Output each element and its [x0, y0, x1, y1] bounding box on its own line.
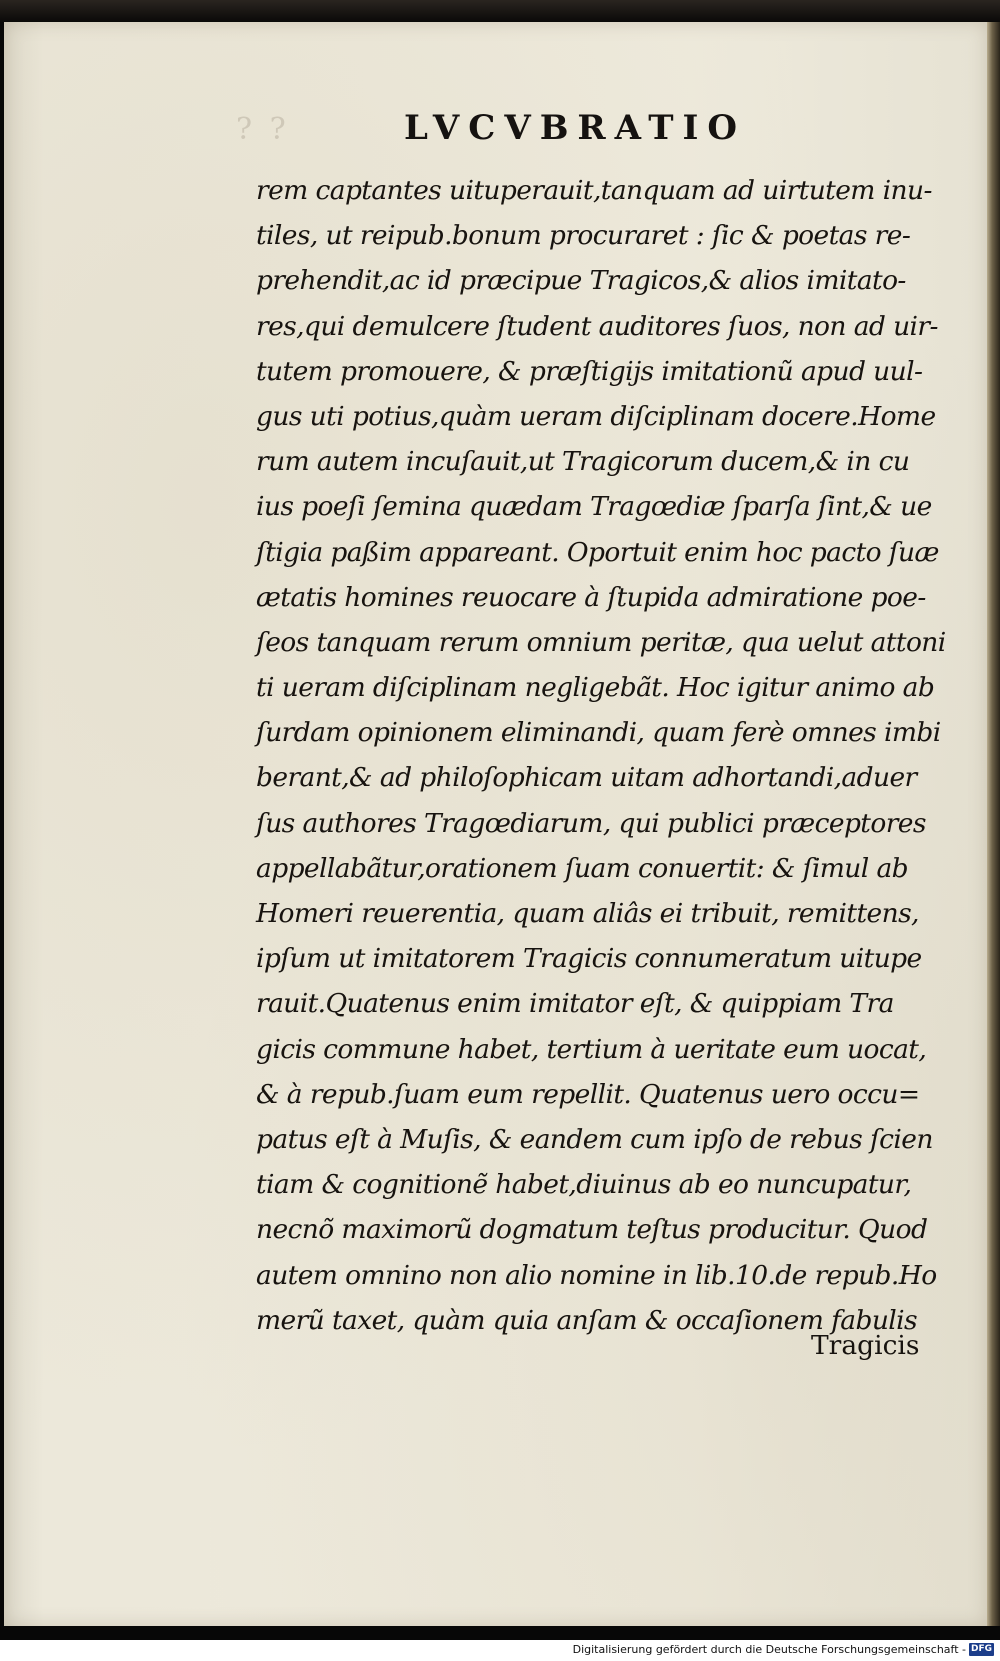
text-line: Homeri reuerentia, quam aliâs ei tribuit, remittens, — [256, 898, 919, 929]
page-edge-shadow — [987, 22, 1000, 1626]
catchword: Tragicis — [811, 1330, 920, 1361]
text-line: tiam & cognitionẽ habet,diuinus ab eo nuncupatur, — [256, 1169, 912, 1201]
text-line: ius poeſi ſemina quædam Tragœdiæ ſparſa ſint,& ue — [256, 491, 932, 523]
text-line: & à repub.ſuam eum repellit. Quatenus uero occu= — [256, 1078, 920, 1110]
text-line: ipſum ut imitatorem Tragicis connumeratum uitupe — [256, 943, 922, 975]
credit-text: Digitalisierung gefördert durch die Deutsche Forschungsgemeinschaft - — [572, 1643, 966, 1656]
text-line: ſurdam opinionem eliminandi, quam ferè omnes imbi — [256, 717, 941, 749]
text-line: ſeos tanquam rerum omnium peritæ, qua uelut attoni — [256, 626, 946, 658]
bleed-through-mark: ? ? — [236, 112, 290, 147]
text-line: gus uti potius,quàm ueram diſciplinam docere.Home — [256, 400, 936, 432]
text-line: patus eſt à Muſis, & eandem cum ipſo de rebus ſcien — [256, 1123, 933, 1155]
text-line: gicis commune habet, tertium à ueritate eum uocat, — [256, 1033, 927, 1065]
text-line: necnõ maximorũ dogmatum teſtus producitur. Quod — [256, 1214, 928, 1246]
text-line: ætatis homines reuocare à ſtupida admiratione poe- — [256, 581, 926, 613]
text-line: rem captantes uituperauit,tanquam ad uirtutem inu- — [256, 175, 932, 206]
digitization-credit — [573, 1643, 994, 1656]
text-line: ſus authores Tragœdiarum, qui publici præceptores — [256, 807, 926, 839]
text-line: tiles, ut reipub.bonum procuraret : ſic & poetas re- — [256, 220, 911, 252]
dfg-logo-icon: DFG — [970, 1644, 992, 1654]
body-text — [256, 168, 946, 1343]
text-line: res,qui demulcere ſtudent auditores ſuos, non ad uir- — [256, 310, 938, 342]
text-line: autem omnino non alio nomine in lib.10.de repub.Ho — [256, 1259, 937, 1291]
text-line: rauit.Quatenus enim imitator eſt, & quippiam Tra — [256, 988, 894, 1020]
top-binding-edge — [0, 0, 1000, 22]
text-line: merũ taxet, quàm quia anſam & occaſionem fabulis — [256, 1304, 918, 1336]
text-line: ſtigia paßim appareant. Oportuit enim hoc pacto ſuæ — [256, 536, 939, 568]
text-line: appellabãtur,orationem ſuam conuertit: & ſimul ab — [256, 852, 909, 884]
text-line: berant,& ad philoſophicam uitam adhortandi,aduer — [256, 762, 917, 794]
running-title: LVCVBRATIO — [404, 108, 747, 148]
text-line: rum autem incuſauit,ut Tragicorum ducem,& in cu — [256, 446, 910, 478]
text-line: tutem promouere, & præſtigijs imitationũ apud uul- — [256, 355, 923, 387]
text-line: ti ueram diſciplinam negligebãt. Hoc igitur animo ab — [256, 672, 935, 704]
text-line: prehendit,ac id præcipue Tragicos,& alios imitato- — [256, 265, 906, 297]
